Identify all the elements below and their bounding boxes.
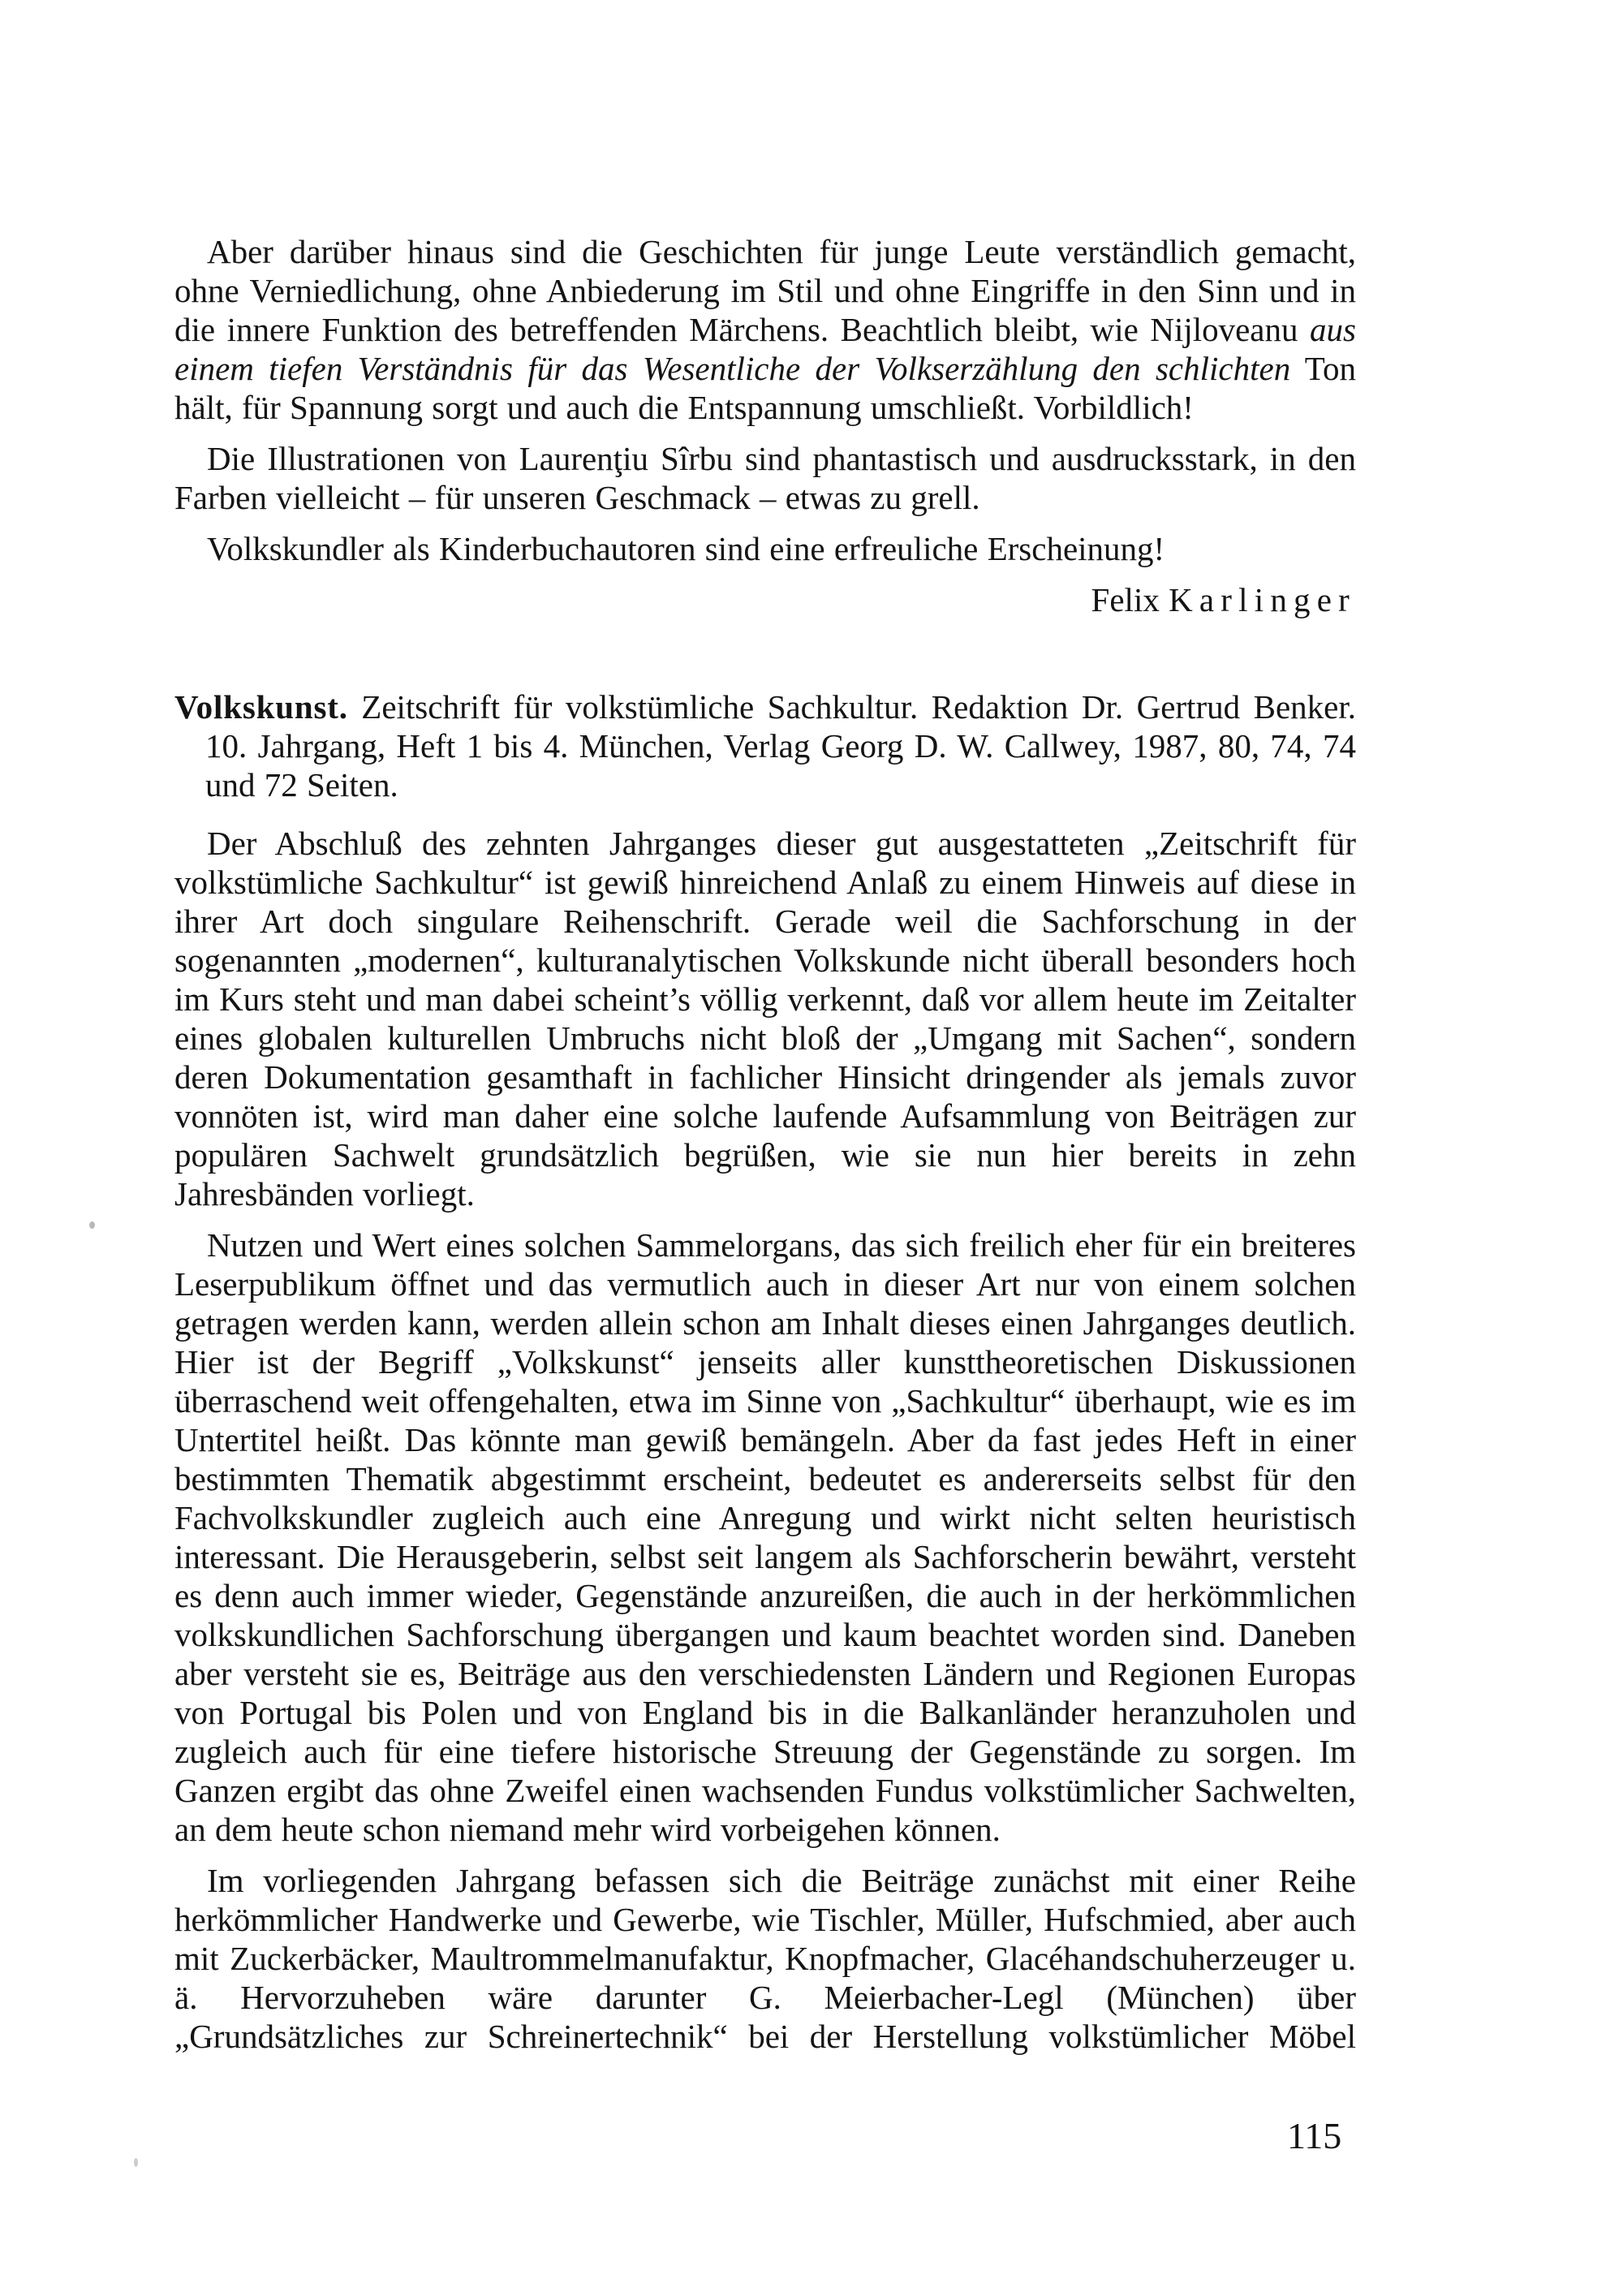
reviewer-signature [174, 580, 1356, 619]
review-body-paragraph-2: Nutzen und Wert eines solchen Sammelorgans, das sich freilich eher für ein breiteres Leserpublikum öffnet und das vermutlich auch in dieser Art nur von einem solchen getragen werden kann, werden allein schon am Inhalt dieses einen Jahrganges deutlich. Hier ist der Begriff „Volkskunst“ jenseits aller kunsttheoretischen Diskussionen überraschend weit offengehalten, etwa im Sinne von „Sachkultur“ überhaupt, wie es im Untertitel heißt. Das könnte man gewiß bemängeln. Aber da fast jedes Heft in einer bestimmten Thematik abgestimmt erscheint, bedeutet es andererseits selbst für den Fachvolkskundler zugleich auch eine Anregung und wirkt nicht selten heuristisch interessant. Die Herausgeberin, selbst seit langem als Sachforscherin bewährt, versteht es denn auch immer wieder, Gegenstände anzureißen, die auch in der herkömmlichen volkskundlichen Sachforschung übergangen und kaum beachtet worden sind. Daneben aber versteht sie es, Beiträge aus den verschiedensten Ländern und Regionen Europas von Portugal bis Polen und von England bis in die Balkanländer heranzuholen und zugleich auch für eine tiefere historische Streuung der Gegenstände zu sorgen. Im Ganzen ergibt das ohne Zweifel einen wachsenden Fundus volkstümlicher Sachwelten, an dem heute schon niemand mehr wird vorbeigehen können. [174, 1226, 1356, 1848]
review-entry-citation: Zeitschrift für volkstümliche Sachkultur. Redaktion Dr. Gertrud Benker. 10. Jahrgang, Heft 1 bis 4. München, Verlag Georg D. W. Callwey, 1987, 80, 74, 74 und 72 Seiten. [205, 688, 1356, 803]
reviewer-last-name: Karlinger [1169, 581, 1356, 618]
closing-paragraph-2: Die Illustrationen von Laurenţiu Sîrbu sind phantastisch und ausdrucksstark, in den Farben vielleicht – für unseren Geschmack – etwas zu grell. [174, 440, 1356, 516]
page-number: 115 [1287, 2115, 1342, 2156]
closing-paragraph-3: Volkskundler als Kinderbuchautoren sind eine erfreuliche Erscheinung! [207, 530, 1165, 567]
scan-speck [89, 1221, 95, 1229]
reviewer-first-name: Felix [1091, 581, 1160, 618]
review-entry-heading [174, 687, 1356, 804]
review-entry-section [174, 687, 1356, 2056]
review-body-paragraph-1: Der Abschluß des zehnten Jahrganges dieser gut ausgestatteten „Zeitschrift für volkstümliche Sachkultur“ ist gewiß hinreichend Anlaß zu einem Hinweis auf diese in ihrer Art doch singulare Reihenschrift. Gerade weil die Sachforschung in der sogenannten „modernen“, kulturanalytischen Volkskunde nicht überall besonders hoch im Kurs steht und man dabei scheint’s völlig verkennt, daß vor allem heute im Zeitalter eines globalen kulturellen Umbruchs nicht bloß der „Umgang mit Sachen“, sondern deren Dokumentation gesamthaft in fachlicher Hinsicht dringender als jemals zuvor vonnöten ist, wird man daher eine solche laufende Aufsammlung von Beiträgen zur populären Sachwelt grundsätzlich begrüßen, wie sie nun hier bereits in zehn Jahresbänden vorliegt. [174, 825, 1356, 1213]
review-entry-title: Volkskunst. [174, 688, 348, 726]
closing-paragraph-1: Aber darüber hinaus sind die Geschichten für junge Leute verständlich gemacht, ohne Verniedlichung, ohne Anbiederung im Stil und ohne Eingriffe in den Sinn und in die innere Funktion des betreffenden Märchens. Beachtlich bleibt, wie Nijloveanu aus einem tiefen Verständnis für das Wesentliche der Volkserzählung den schlichten Ton hält, für Spannung sorgt und auch die Entspannung umschließt. Vorbildlich! [174, 233, 1356, 426]
scanned-page-text-block [174, 232, 1356, 2056]
scan-speck [134, 2158, 138, 2167]
review-closing-section [174, 232, 1356, 619]
review-body-paragraph-3: Im vorliegenden Jahrgang befassen sich die Beiträge zunächst mit einer Reihe herkömmlicher Handwerke und Gewerbe, wie Tischler, Müller, Hufschmied, aber auch mit Zuckerbäcker, Maultrommelmanufaktur, Knopfmacher, Glacéhandschuherzeuger u. ä. Hervorzuheben wäre darunter G. Meierbacher-Legl (München) über „Grundsätzliches zur Schreinertechnik“ bei der Herstellung volkstümlicher Möbel [174, 1862, 1356, 2055]
